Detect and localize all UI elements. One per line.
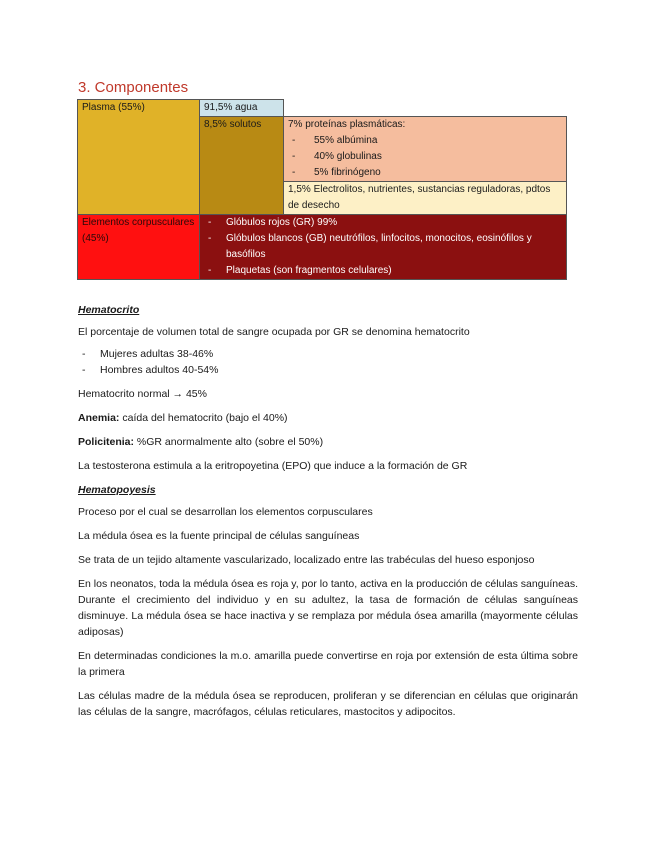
list-item: - Glóbulos rojos (GR) 99%: [204, 215, 562, 231]
paragraph: Las células madre de la médula ósea se reproducen, proliferan y se diferencian en células que originarán las células de la sangre, macrófagos, células reticulares, mastocitos y adipocitos.: [78, 690, 578, 718]
paragraph: El porcentaje de volumen total de sangre ocupada por GR se denomina hematocrito: [78, 326, 470, 338]
hematopoyesis-heading: Hematopoyesis: [78, 484, 156, 496]
policitenia-text: %GR anormalmente alto (sobre el 50%): [134, 436, 324, 448]
agua-label: 91,5% agua: [204, 102, 258, 113]
list-item: - 5% fibrinógeno: [288, 165, 562, 181]
document-body: [78, 302, 578, 728]
plasma-cell: [78, 100, 200, 215]
proteinas-list: [288, 133, 562, 181]
list-item: - Mujeres adultas 38-46%: [78, 346, 578, 362]
anemia-text: caída del hematocrito (bajo el 40%): [119, 412, 288, 424]
paragraph: Hematocrito normal → 45%: [78, 388, 207, 400]
section-title: 3. Componentes: [78, 79, 189, 96]
celulas-cell: [200, 215, 567, 280]
paragraph: Proceso por el cual se desarrollan los elementos corpusculares: [78, 506, 373, 518]
hematocrito-heading: Hematocrito: [78, 304, 140, 316]
proteinas-title: 7% proteínas plasmáticas:: [288, 119, 406, 130]
anemia-paragraph: [78, 410, 578, 426]
agua-cell: [200, 100, 284, 117]
elementos-cell: [78, 215, 200, 280]
paragraph: La testosterona estimula a la eritropoyetina (EPO) que induce a la formación de GR: [78, 460, 468, 472]
proteinas-cell: [284, 117, 567, 182]
list-item: - 55% albúmina: [288, 133, 562, 149]
paragraph: En los neonatos, toda la médula ósea es roja y, por lo tanto, activa en la producción de células sanguíneas. Durante el crecimiento del individuo y en su adultez, la tasa de formación de células sanguíneas disminuye. La médula ósea se hace inactiva y se remplaza por médula ósea amarilla (mayormente células adiposas): [78, 578, 578, 638]
list-item: - 40% globulinas: [288, 149, 562, 165]
electrolitos-text: 1,5% Electrolitos, nutrientes, sustancias reguladoras, pdtos de desecho: [288, 184, 551, 211]
hematocrito-list: [78, 346, 578, 378]
paragraph: En determinadas condiciones la m.o. amarilla puede convertirse en roja por extensión de esta última sobre la primera: [78, 650, 578, 678]
anemia-term: Anemia:: [78, 412, 120, 424]
paragraph: La médula ósea es la fuente principal de células sanguíneas: [78, 530, 360, 542]
policitenia-term: Policitenia:: [78, 436, 135, 448]
elementos-label: Elementos corpusculares (45%): [82, 217, 195, 244]
celulas-list: [204, 215, 562, 279]
plasma-label: Plasma (55%): [82, 102, 145, 113]
solutos-label: 8,5% solutos: [204, 119, 262, 130]
solutos-cell: [200, 117, 284, 215]
electrolitos-cell: [284, 182, 567, 215]
list-item: - Hombres adultos 40-54%: [78, 362, 578, 378]
list-item: - Glóbulos blancos (GB) neutrófilos, linfocitos, monocitos, eosinófilos y basófilos: [204, 231, 562, 263]
policitenia-paragraph: [78, 434, 578, 450]
list-item: - Plaquetas (son fragmentos celulares): [204, 263, 562, 279]
paragraph: Se trata de un tejido altamente vascularizado, localizado entre las trabéculas del hueso esponjoso: [78, 554, 535, 566]
components-table: [77, 99, 567, 280]
